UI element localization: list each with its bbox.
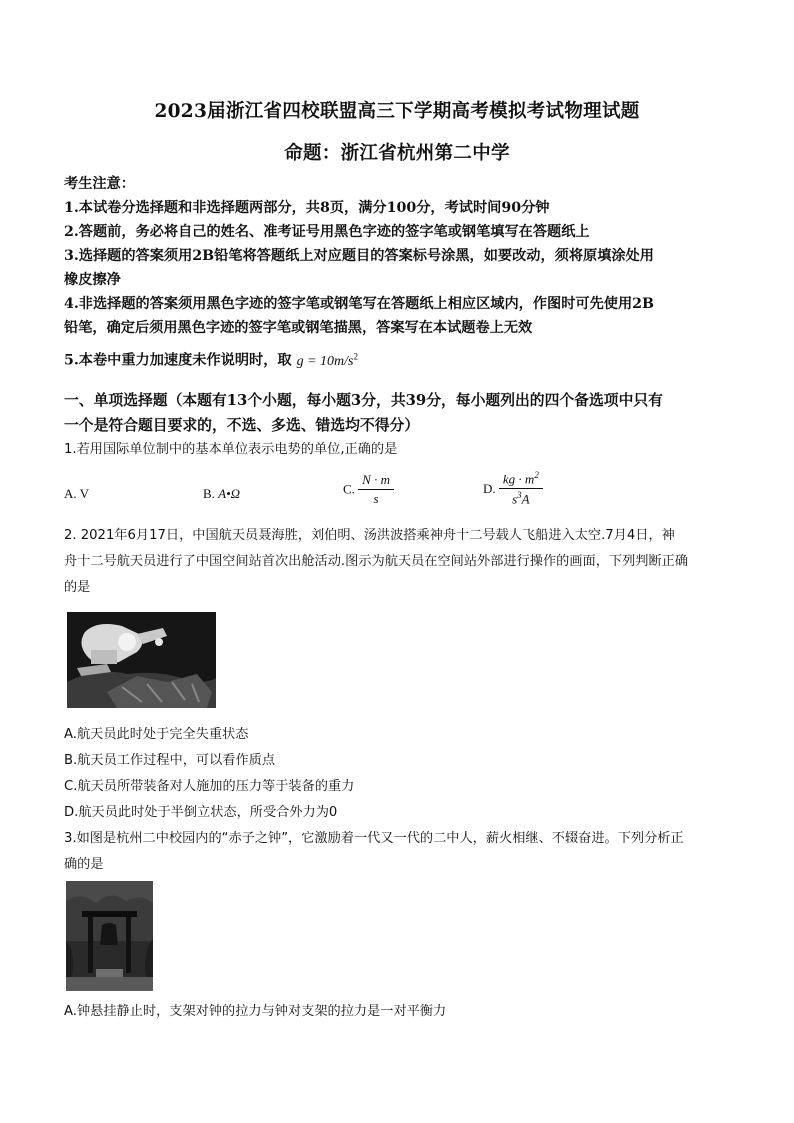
notice-item: 铅笔，确定后须用黑色字迹的签字笔或钢笔描黑，答案写在本试题卷上无效 [64, 320, 533, 336]
q1-option-d-den-s: s [512, 491, 518, 507]
q1-option-c [343, 472, 394, 507]
q1-option-d-num-exp: 2 [534, 470, 539, 480]
q3-stem-line: 确的是 [64, 857, 104, 872]
q1-option-c-label: C. [343, 481, 355, 497]
q1-option-d-numerator [499, 470, 543, 489]
q2-stem-line: 舟十二号航天员进行了中国空间站首次出舱活动.图示为航天员在空间站外部进行操作的画面，下列判断正确 [64, 554, 689, 569]
q1-option-d [483, 470, 543, 508]
q2-stem [64, 523, 744, 601]
q3-options [64, 999, 744, 1025]
q1-option-d-den-a: A [521, 491, 530, 507]
q1-option-d-label: D. [483, 480, 496, 496]
gravity-formula [296, 351, 358, 369]
astronaut-photo [67, 612, 216, 708]
notice-item-5 [64, 344, 744, 374]
notice-item: 4.非选择题的答案须用黑色字迹的签字笔或钢笔写在答题纸上相应区域内，作图时可先使用2B [64, 296, 654, 312]
q2-options [64, 722, 744, 826]
notice-block [64, 172, 744, 374]
astronaut-photo-art [67, 612, 216, 708]
q2-stem-line: 的是 [64, 580, 91, 595]
q3-stem [64, 826, 744, 878]
section-heading-line: 一个是符合题目要求的，不选、多选、错选均不得分） [64, 417, 420, 434]
bell-photo-art [66, 881, 153, 991]
q1-option-c-numerator: N · m [358, 472, 394, 490]
q1-option-d-fraction [499, 470, 543, 508]
q1-option-d-denominator [499, 489, 543, 507]
notice-item: 2.答题前，务必将自己的姓名、准考证号用黑色字迹的签字笔或钢笔填写在答题纸上 [64, 224, 590, 240]
q2-option-c: C.航天员所带装备对人施加的压力等于装备的重力 [64, 779, 355, 794]
gravity-formula-exp: 2 [353, 351, 358, 361]
q2-option-a: A.航天员此时处于完全失重状态 [64, 727, 249, 742]
q2-option-b: B.航天员工作过程中，可以看作质点 [64, 753, 276, 768]
q1-option-c-denominator: s [373, 491, 379, 506]
notice-item-5-text: 5.本卷中重力加速度未作说明时，取 [64, 352, 292, 369]
q1-option-c-fraction [358, 472, 394, 507]
q2-option-d: D.航天员此时处于半倒立状态，所受合外力为0 [64, 805, 338, 820]
gravity-formula-text: g = 10m/s [296, 353, 354, 369]
q1-option-b-label: B. [203, 486, 215, 501]
q1-option-b-value: A•Ω [218, 486, 241, 501]
bell-photo [66, 881, 153, 991]
section-heading [64, 388, 744, 438]
page-title: 2023届浙江省四校联盟高三下学期高考模拟考试物理试题 [154, 101, 640, 122]
q1-option-b [203, 486, 240, 502]
notice-item: 1.本试卷分选择题和非选择题两部分，共8页，满分100分，考试时间90分钟 [64, 200, 550, 216]
q3-stem-line: 3.如图是杭州二中校园内的“赤子之钟”，它激励着一代又一代的二中人，薪火相继、不辍奋进。下列分析正 [64, 831, 684, 846]
notice-item: 橡皮擦净 [64, 272, 121, 288]
q1-option-d-den-exp: 3 [517, 490, 522, 501]
q1-option-a: A. V [64, 486, 90, 501]
notice-heading: 考生注意： [64, 176, 135, 192]
page-subtitle: 命题：浙江省杭州第二中学 [284, 143, 510, 164]
notice-item: 3.选择题的答案须用2B铅笔将答题纸上对应题目的答案标号涂黑，如要改动，须将原填涂处用 [64, 248, 654, 264]
section-heading-line: 一、单项选择题（本题有13个小题，每小题3分，共39分，每小题列出的四个备选项中只有 [64, 392, 663, 409]
q1-option-d-num-text: kg · m [502, 471, 535, 487]
q1-stem: 1.若用国际单位制中的基本单位表示电势的单位,正确的是 [64, 442, 398, 457]
q3-option-a: A.钟悬挂静止时，支架对钟的拉力与钟对支架的拉力是一对平衡力 [64, 1004, 447, 1019]
q2-stem-line: 2. 2021年6月17日，中国航天员聂海胜，刘伯明、汤洪波搭乘神舟十二号载人飞船进入太空.7月4日，神 [64, 528, 675, 543]
